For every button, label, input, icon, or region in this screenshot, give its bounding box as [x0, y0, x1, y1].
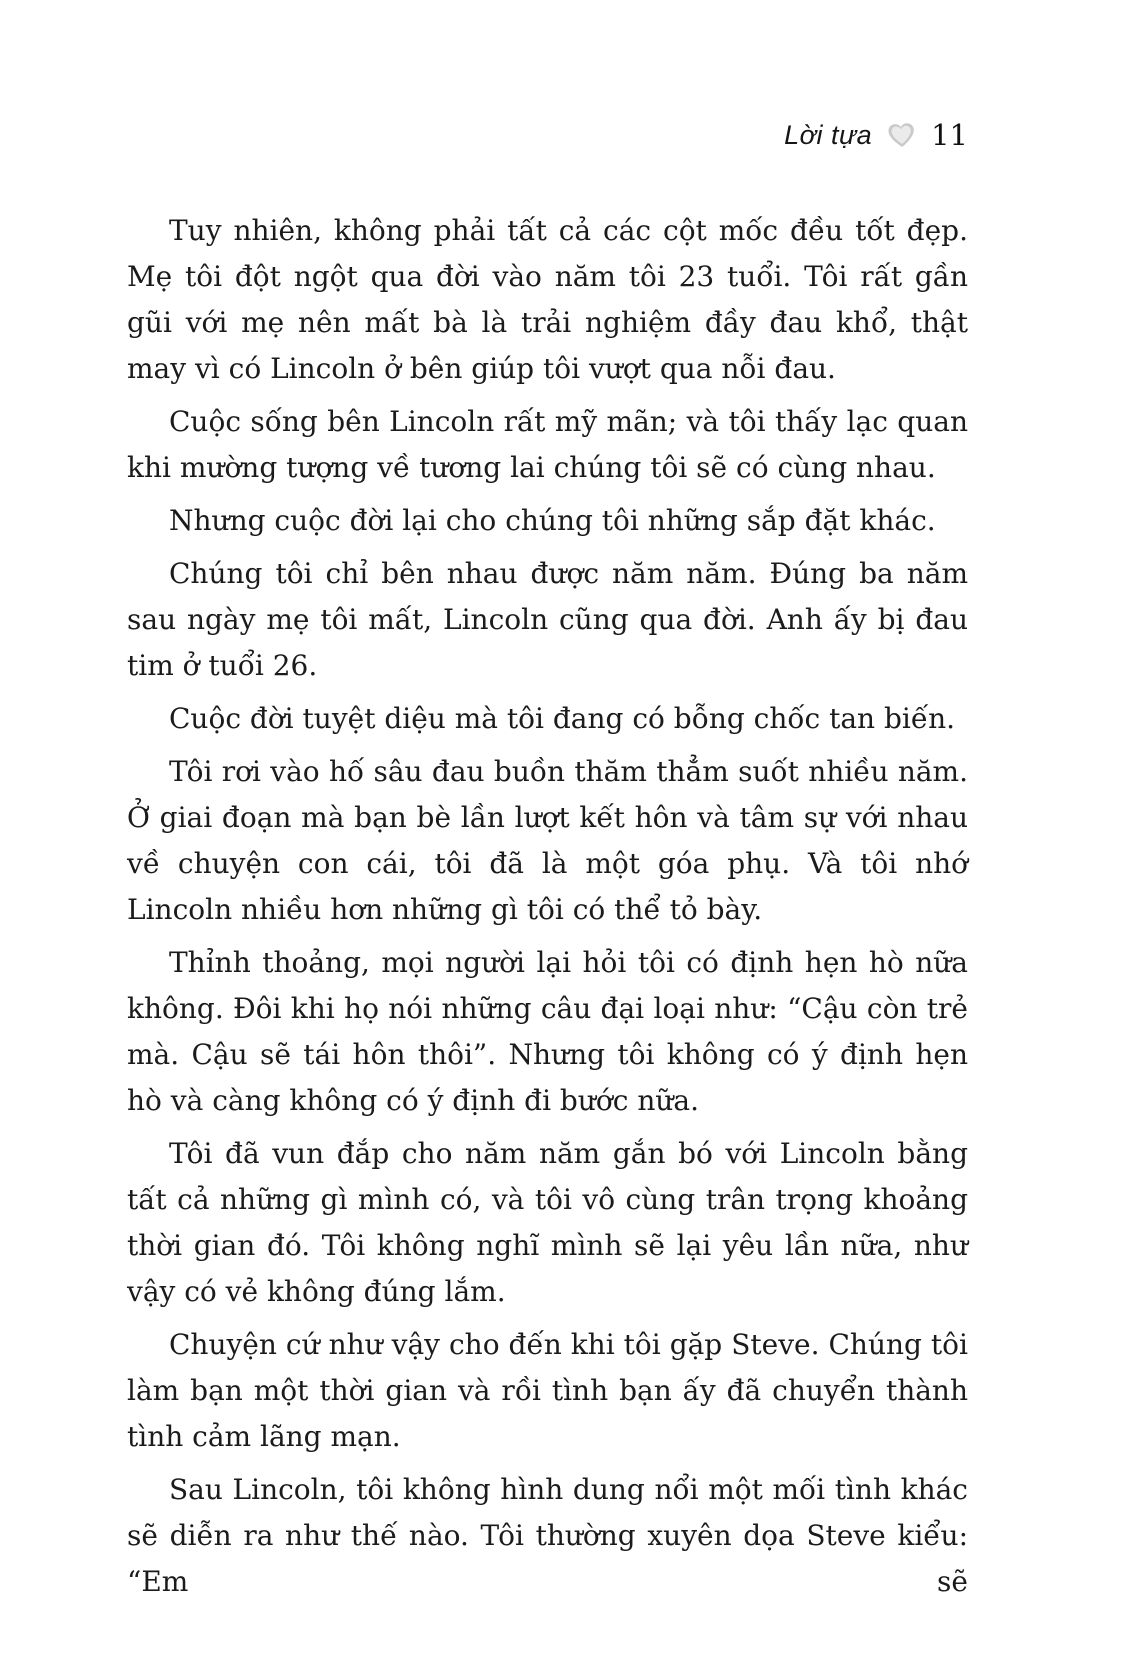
body-paragraph: Tuy nhiên, không phải tất cả các cột mốc đều tốt đẹp. Mẹ tôi đột ngột qua đời vào năm tôi 23 tuổi. Tôi rất gần gũi với mẹ nên mất bà là trải nghiệm đầy đau khổ, thật may vì có Lincoln ở bên giúp tôi vượt qua nỗi đau. [127, 214, 968, 385]
body-paragraph: Sau Lincoln, tôi không hình dung nổi một mối tình khác sẽ diễn ra như thế nào. Tôi thường xuyên dọa Steve kiểu: “Em sẽ [127, 1473, 968, 1598]
page-number: 11 [931, 118, 968, 152]
body-paragraph: Thỉnh thoảng, mọi người lại hỏi tôi có định hẹn hò nữa không. Đôi khi họ nói những câu đại loại như: “Cậu còn trẻ mà. Cậu sẽ tái hôn thôi”. Nhưng tôi không có ý định hẹn hò và càng không có ý định đi bước nữa. [127, 946, 968, 1117]
page-body [127, 208, 968, 1605]
heart-icon [887, 122, 916, 149]
page-header [127, 118, 968, 152]
body-paragraph: Cuộc đời tuyệt diệu mà tôi đang có bỗng chốc tan biến. [169, 702, 956, 735]
body-paragraph: Chuyện cứ như vậy cho đến khi tôi gặp Steve. Chúng tôi làm bạn một thời gian và rồi tình bạn ấy đã chuyển thành tình cảm lãng mạn. [127, 1328, 968, 1453]
running-title: Lời tựa [784, 119, 873, 150]
body-paragraph: Nhưng cuộc đời lại cho chúng tôi những sắp đặt khác. [169, 504, 936, 537]
body-paragraph: Cuộc sống bên Lincoln rất mỹ mãn; và tôi thấy lạc quan khi mường tượng về tương lai chúng tôi sẽ có cùng nhau. [127, 405, 968, 484]
body-paragraph: Chúng tôi chỉ bên nhau được năm năm. Đúng ba năm sau ngày mẹ tôi mất, Lincoln cũng qua đời. Anh ấy bị đau tim ở tuổi 26. [127, 557, 968, 682]
body-paragraph: Tôi đã vun đắp cho năm năm gắn bó với Lincoln bằng tất cả những gì mình có, và tôi vô cùng trân trọng khoảng thời gian đó. Tôi không nghĩ mình sẽ lại yêu lần nữa, như vậy có vẻ không đúng lắm. [127, 1137, 968, 1308]
body-paragraph: Tôi rơi vào hố sâu đau buồn thăm thẳm suốt nhiều năm. Ở giai đoạn mà bạn bè lần lượt kết hôn và tâm sự với nhau về chuyện con cái, tôi đã là một góa phụ. Và tôi nhớ Lincoln nhiều hơn những gì tôi có thể tỏ bày. [127, 755, 968, 926]
